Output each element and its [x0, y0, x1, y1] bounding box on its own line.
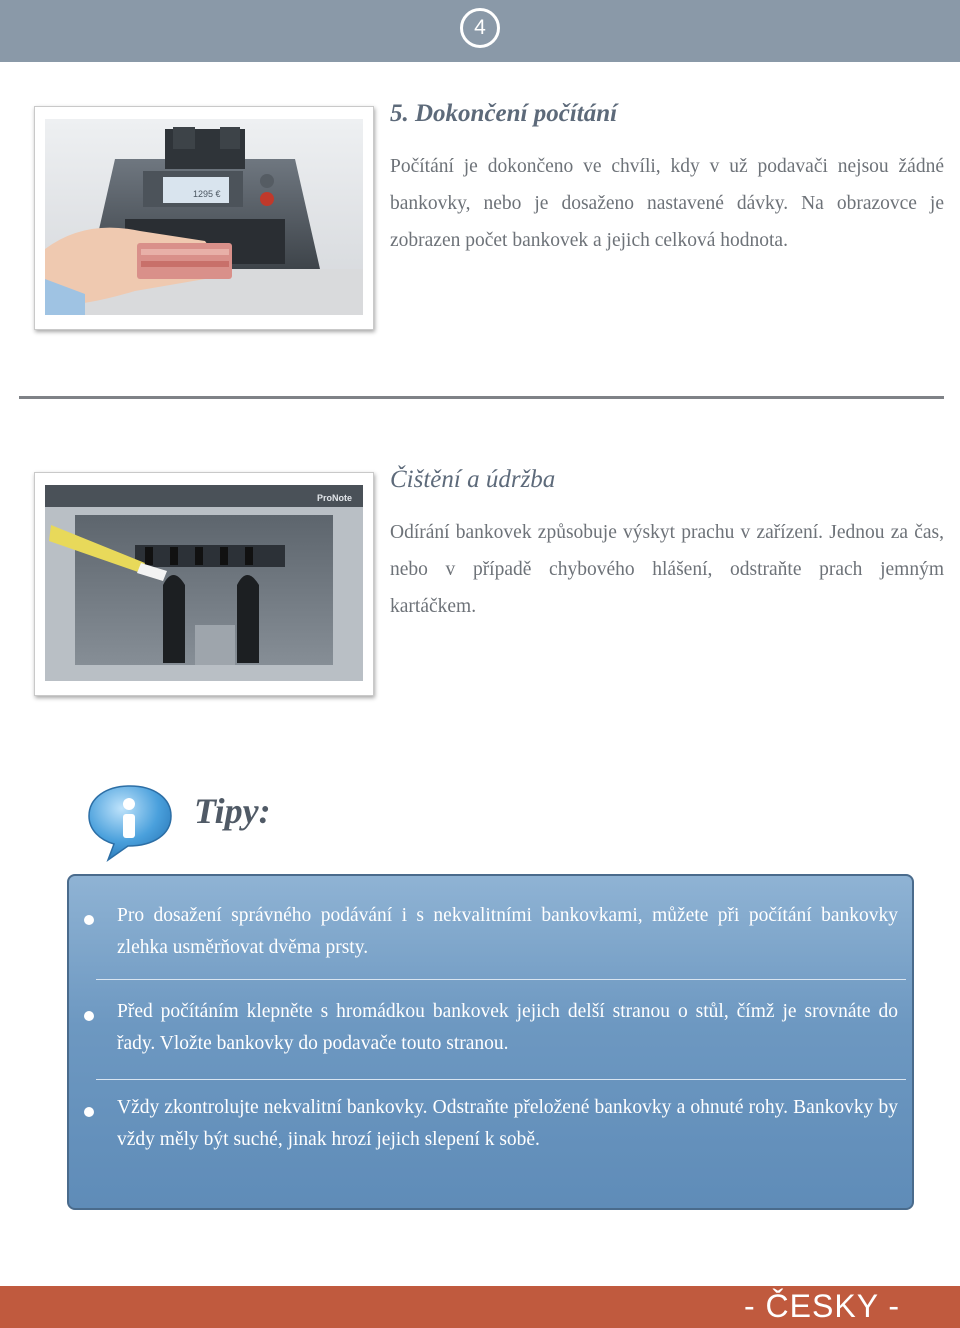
language-label: - ČESKY -	[744, 1288, 900, 1324]
tip-item	[69, 1092, 916, 1156]
section-divider	[19, 396, 944, 399]
bullet-icon	[84, 1107, 94, 1117]
banknote-counter-image	[45, 119, 363, 315]
tip-separator	[96, 979, 906, 980]
cleaning-brush-image	[45, 485, 363, 681]
page-number: 4	[460, 8, 500, 48]
section-title-cleaning: Čištění a údržba	[390, 466, 556, 493]
tips-box	[67, 874, 914, 1210]
bullet-icon	[84, 1011, 94, 1021]
tip-text: Před počítáním klepněte s hromádkou bankovek jejich delší stranou o stůl, čímž je srovnáte do řady. Vložte bankovky do podavače touto stranou.	[117, 1001, 898, 1054]
tip-item	[69, 996, 916, 1060]
tip-item	[69, 900, 916, 964]
counter-display-value: 1295 €	[193, 189, 221, 199]
info-icon	[86, 782, 174, 862]
bullet-icon	[84, 915, 94, 925]
photo-counting-finished	[34, 106, 374, 330]
photo-cleaning	[34, 472, 374, 696]
tip-text: Vždy zkontrolujte nekvalitní bankovky. Odstraňte přeložené bankovky a ohnuté rohy. Bankovky by vždy měly být suché, jinak hrozí jejich slepení k sobě.	[117, 1097, 898, 1150]
section-body-counting-finished: Počítání je dokončeno ve chvíli, kdy v už podavači nejsou žádné bankovky, nebo je dosaženo nastavené dávky. Na obrazovce je zobrazen počet bankovek a jejich celková hodnota.	[390, 156, 944, 251]
brand-label: ProNote	[317, 493, 353, 503]
tip-text: Pro dosažení správného podávání i s nekvalitními bankovkami, můžete při počítání bankovky zlehka usměrňovat dvěma prsty.	[117, 905, 898, 958]
header-bar	[0, 0, 960, 62]
section-title-counting-finished: 5. Dokončení počítání	[390, 100, 618, 127]
footer-bar	[0, 1286, 960, 1328]
tips-title: Tipy:	[194, 791, 271, 831]
section-body-cleaning: Odírání bankovek způsobuje výskyt prachu v zařízení. Jednou za čas, nebo v případě chybového hlášení, odstraňte prach jemným kartáčkem.	[390, 522, 944, 617]
tip-separator	[96, 1079, 906, 1080]
